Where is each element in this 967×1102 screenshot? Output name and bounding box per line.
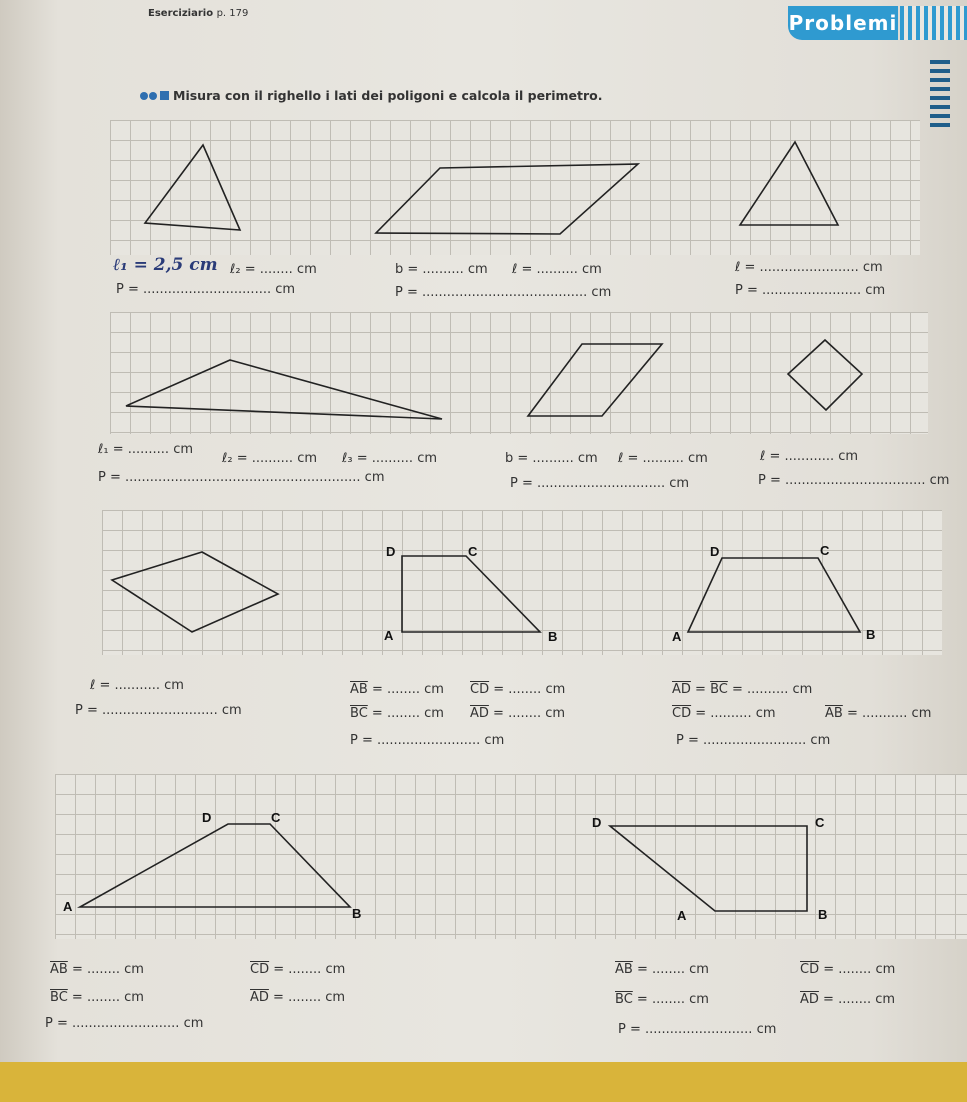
r1-tri-p: P = ............................... cm (116, 282, 296, 297)
vertex-c-label: C (815, 815, 825, 830)
reference-page: p. 179 (216, 8, 249, 19)
r4-r-cd: $\overline{CD}$ = ........ cm (800, 962, 896, 977)
row-4-shapes (55, 774, 967, 939)
r3-tz1-cd: $\overline{CD}$ = ........ cm (470, 682, 566, 697)
r3-tz1-bc: $\overline{BC}$ = ........ cm (350, 706, 444, 721)
vertex-b-label: B (352, 906, 362, 921)
r1-eq-l: ℓ = ........................ cm (735, 260, 883, 275)
vertex-b-label: B (866, 627, 876, 642)
vertex-d-label: D (710, 544, 720, 559)
grid-row-3 (102, 510, 942, 655)
difficulty-dot-icon (149, 92, 157, 100)
r4-r-ad: $\overline{AD}$ = ........ cm (800, 992, 896, 1007)
grid-row-4 (55, 774, 967, 939)
page-bottom-band (0, 1062, 967, 1102)
instruction (140, 88, 602, 103)
isosceles-triangle (145, 145, 240, 230)
parallelogram (376, 164, 638, 234)
r2-sq-p: P = .................................. cm (758, 473, 950, 488)
parallelogram-2 (528, 344, 662, 416)
r3-tz1-ad: $\overline{AD}$ = ........ cm (470, 706, 566, 721)
r1-par-p: P = ........................................ cm (395, 285, 612, 300)
r2-tri-l2: ℓ₂ = .......... cm (222, 451, 318, 466)
vertex-b-label: B (548, 629, 558, 644)
r1-par-b: b = .......... cm (395, 262, 488, 277)
vertex-a-label: A (677, 908, 687, 923)
r4-r-bc: $\overline{BC}$ = ........ cm (615, 992, 709, 1007)
vertex-d-label: D (386, 544, 396, 559)
instruction-text: Misura con il righello i lati dei poligoni e calcola il perimetro. (173, 88, 603, 103)
r4-l-ad: $\overline{AD}$ = ........ cm (250, 990, 346, 1005)
r2-tri-p: P = ......................................................... cm (98, 470, 385, 485)
r3-tz2-ab: $\overline{AB}$ = ........... cm (825, 706, 932, 721)
right-trapezoid-2 (610, 826, 807, 911)
r2-par-p: P = ............................... cm (510, 476, 690, 491)
exercise-book-reference (148, 8, 248, 19)
r3-rh-l: ℓ = ........... cm (90, 678, 184, 693)
r3-rh-p: P = ............................ cm (75, 703, 242, 718)
r2-par-b: b = .......... cm (505, 451, 598, 466)
r3-tz2-adbc: $\overline{AD} = \overline{BC}$ = .......... cm (672, 682, 813, 697)
r4-r-ab: $\overline{AB}$ = ........ cm (615, 962, 709, 977)
vertex-d-label: D (592, 815, 602, 830)
row-1-shapes (110, 120, 920, 255)
equilateral-triangle (740, 142, 838, 225)
row-2-shapes (110, 312, 928, 434)
r4-l-p: P = .......................... cm (45, 1016, 204, 1031)
isosceles-trapezoid (688, 558, 860, 632)
vertex-d-label: D (202, 810, 212, 825)
vertex-a-label: A (384, 628, 394, 643)
exercise-square-icon (160, 91, 169, 100)
isosceles-trapezoid-2 (80, 824, 350, 907)
banner-stripe (900, 6, 967, 40)
r4-l-ab: $\overline{AB}$ = ........ cm (50, 962, 144, 977)
r1-tri-l1: ℓ₁ = 2,5 cm (113, 255, 218, 275)
r4-l-bc: $\overline{BC}$ = ........ cm (50, 990, 144, 1005)
r4-l-cd: $\overline{CD}$ = ........ cm (250, 962, 346, 977)
vertex-c-label: C (468, 544, 478, 559)
r2-tri-l3: ℓ₃ = .......... cm (342, 451, 438, 466)
r3-tz1-ab: $\overline{AB}$ = ........ cm (350, 682, 444, 697)
r1-eq-p: P = ........................ cm (735, 283, 886, 298)
reference-label: Eserciziario (148, 8, 214, 19)
r3-tz2-p: P = ......................... cm (676, 733, 831, 748)
r2-tri-l1: ℓ₁ = .......... cm (98, 442, 194, 457)
r2-sq-l: ℓ = ............ cm (760, 449, 859, 464)
obtuse-triangle (126, 360, 442, 419)
r3-tz1-p: P = ......................... cm (350, 733, 505, 748)
vertex-a-label: A (63, 899, 73, 914)
vertex-c-label: C (271, 810, 281, 825)
vertex-a-label: A (672, 629, 682, 644)
r1-par-l: ℓ = .......... cm (512, 262, 602, 277)
grid-row-1 (110, 120, 920, 255)
row-3-shapes (102, 510, 942, 655)
right-trapezoid-1 (402, 556, 540, 632)
vertex-b-label: B (818, 907, 828, 922)
difficulty-dot-icon (140, 92, 148, 100)
problems-banner: Problemi (788, 6, 898, 40)
r4-r-p: P = .......................... cm (618, 1022, 777, 1037)
page-edge-marks (930, 60, 950, 130)
square-rotated (788, 340, 862, 410)
r1-tri-l2: ℓ₂ = ........ cm (230, 262, 317, 277)
vertex-c-label: C (820, 543, 830, 558)
rhombus (112, 552, 278, 632)
r3-tz2-cd: $\overline{CD}$ = .......... cm (672, 706, 776, 721)
r2-par-l: ℓ = .......... cm (618, 451, 708, 466)
grid-row-2 (110, 312, 928, 434)
